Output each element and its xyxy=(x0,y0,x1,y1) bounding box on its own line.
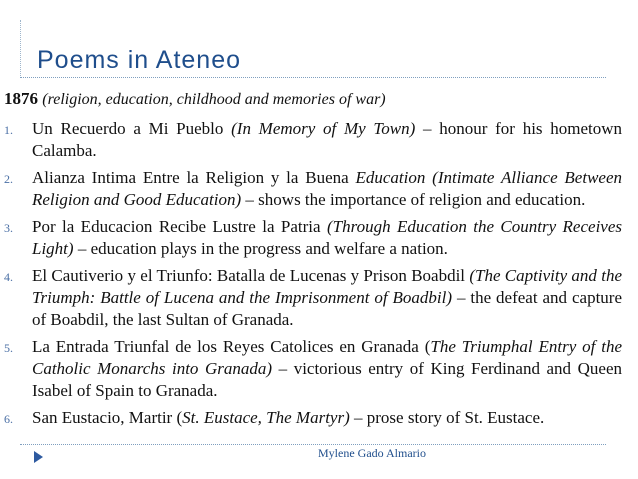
poem-description: – the defeat and capture of Boabdil, the last Sultan of Granada. xyxy=(32,288,622,329)
list-item xyxy=(4,216,622,260)
slide-title: Poems in Ateneo xyxy=(37,46,242,74)
poem-translation: St. Eustace, The Martyr) xyxy=(182,408,350,427)
slide-content xyxy=(4,88,622,434)
item-number: 3. xyxy=(4,221,13,235)
item-number: 5. xyxy=(4,341,13,355)
year-heading xyxy=(4,88,622,111)
left-dotted-rule xyxy=(20,20,21,76)
poem-title: Un Recuerdo a Mi Pueblo xyxy=(32,119,224,138)
poem-list xyxy=(4,118,622,429)
item-number: 1. xyxy=(4,123,13,137)
poem-title: San Eustacio, Martir ( xyxy=(32,408,183,427)
footer-divider xyxy=(20,444,606,445)
poem-translation: Education (Intimate Alliance Between Religion and Good Education) xyxy=(32,168,622,209)
year-label: 1876 xyxy=(4,89,38,108)
poem-title: La Entrada Triunfal de los Reyes Catolices en Granada ( xyxy=(32,337,431,356)
item-number: 4. xyxy=(4,270,13,284)
list-item xyxy=(4,167,622,211)
poem-title: Alianza Intima Entre la Religion y la Buena xyxy=(32,168,349,187)
list-item xyxy=(4,265,622,331)
list-item xyxy=(4,407,622,429)
poem-description: – education plays in the progress and welfare a nation. xyxy=(77,239,448,258)
title-divider xyxy=(20,77,606,78)
item-number: 2. xyxy=(4,172,13,186)
poem-translation: (The Captivity and the Triumph: Battle of Lucena and the Imprisonment of Boadbil) xyxy=(32,266,623,307)
poem-description: – prose story of St. Eustace. xyxy=(354,408,545,427)
list-item xyxy=(4,336,622,402)
poem-translation: (Through Education the Country Receives Light) xyxy=(32,217,622,258)
poem-title: El Cautiverio y el Triunfo: Batalla de Lucenas y Prison Boabdil xyxy=(32,266,466,285)
poem-translation: (In Memory of My Town) xyxy=(231,119,416,138)
poem-translation: The Triumphal Entry of the Catholic Monarchs into Granada) xyxy=(32,337,622,378)
poem-title: Por la Educacion Recibe Lustre la Patria xyxy=(32,217,321,236)
list-item xyxy=(4,118,622,162)
poem-description: – victorious entry of King Ferdinand and Queen Isabel of Spain to Granada. xyxy=(32,359,622,400)
footer-author: Mylene Gado Almario xyxy=(318,446,426,460)
poem-description: – shows the importance of religion and education. xyxy=(245,190,586,209)
item-number: 6. xyxy=(4,412,13,426)
themes-text: (religion, education, childhood and memories of war) xyxy=(42,91,386,108)
poem-description: – honour for his hometown Calamba. xyxy=(32,119,623,160)
triangle-arrow-icon xyxy=(34,451,43,463)
